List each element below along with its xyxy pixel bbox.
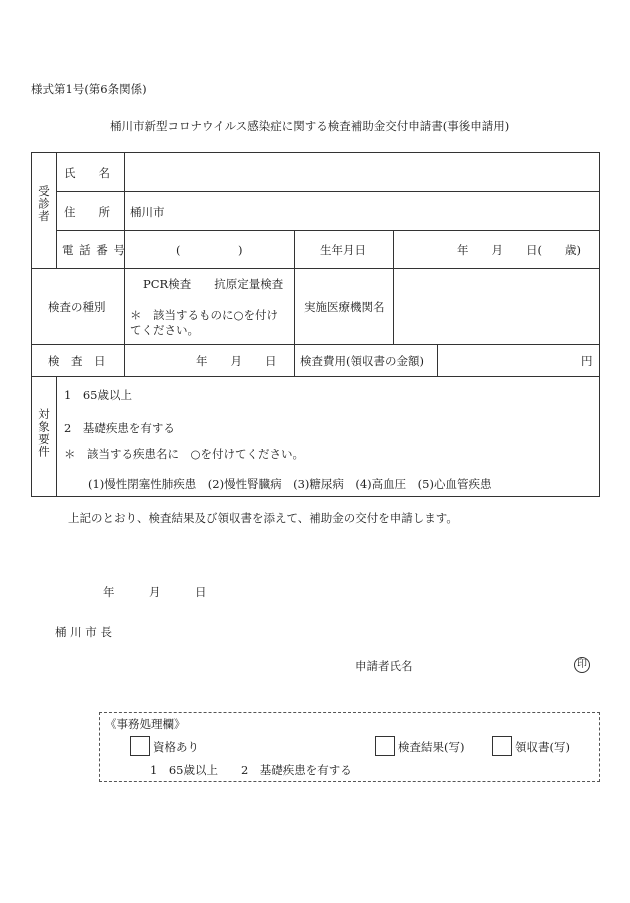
eligibility-section-label: 対象要件 — [37, 408, 51, 458]
patient-section-label: 受診者 — [37, 185, 51, 223]
receipt-label: 領収書(写) — [515, 740, 570, 754]
seal-mark: 印 — [574, 657, 590, 673]
name-field[interactable] — [130, 165, 590, 179]
test-type-label: 検査の種別 — [48, 300, 106, 314]
test-result-checkbox[interactable] — [375, 736, 395, 756]
test-type-note: ＊ 該当するものに○を付け — [130, 308, 279, 322]
application-date[interactable]: 年 月 日 — [103, 585, 207, 599]
qualified-checkbox[interactable] — [130, 736, 150, 756]
address-field[interactable]: 桶川市 — [130, 205, 165, 219]
name-label: 氏 名 — [64, 166, 110, 180]
address-label: 住 所 — [64, 205, 110, 219]
birth-label: 生年月日 — [320, 243, 366, 257]
addressee: 桶 川 市 長 — [55, 625, 112, 639]
institution-label: 実施医療機関名 — [304, 300, 385, 314]
eligibility-note: ＊ 該当する疾患名に ○を付けてください。 — [64, 447, 305, 461]
office-criteria: 1 65歳以上 2 基礎疾患を有する — [150, 763, 352, 777]
disease-list[interactable]: (1)慢性閉塞性肺疾患 (2)慢性腎臓病 (3)糖尿病 (4)高血圧 (5)心血管疾患 — [88, 477, 492, 491]
form-number: 様式第1号(第6条関係) — [31, 82, 147, 96]
test-type-note-2: てください。 — [130, 323, 199, 337]
form-title: 桶川市新型コロナウイルス感染症に関する検査補助金交付申請書(事後申請用) — [110, 119, 510, 133]
eligibility-item-disease[interactable]: 2 基礎疾患を有する — [64, 421, 175, 435]
statement: 上記のとおり、検査結果及び領収書を添えて、補助金の交付を申請します。 — [68, 511, 458, 525]
phone-label: 電 話 番 号 — [62, 243, 126, 257]
test-result-label: 検査結果(写) — [398, 740, 465, 754]
phone-field[interactable]: ( ) — [176, 243, 243, 257]
test-date-label: 検 査 日 — [48, 354, 106, 368]
test-date-field[interactable]: 年 月 日 — [196, 354, 277, 368]
eligibility-item-age[interactable]: 1 65歳以上 — [64, 388, 132, 402]
receipt-checkbox[interactable] — [492, 736, 512, 756]
birth-field[interactable]: 年 月 日( 歳) — [457, 243, 581, 257]
test-type-options[interactable]: PCR検査 抗原定量検査 — [143, 277, 284, 291]
office-use-title: 《事務処理欄》 — [105, 717, 186, 731]
cost-label: 検査費用(領収書の金額) — [300, 354, 424, 368]
institution-field[interactable] — [400, 299, 590, 313]
qualified-label: 資格あり — [153, 740, 199, 754]
cost-unit: 円 — [581, 354, 593, 368]
applicant-name-label: 申請者氏名 — [355, 659, 413, 673]
